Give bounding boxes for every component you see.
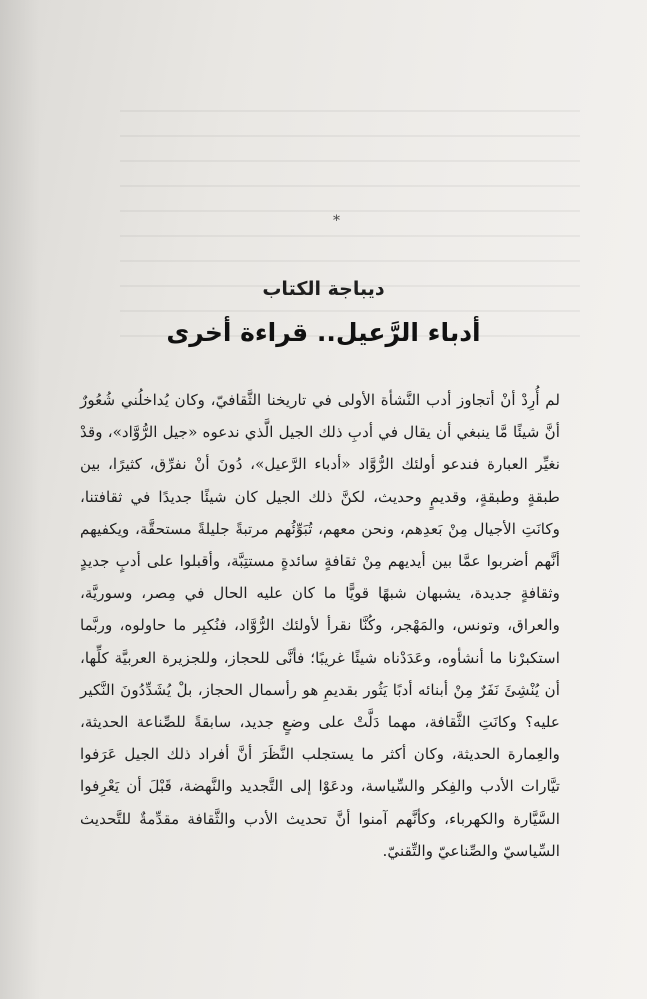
ornament-star-icon: * [333, 213, 340, 229]
chapter-title: أدباء الرَّعيل.. قراءة أخرى [166, 318, 481, 347]
section-label: ديباجة الكتاب [262, 278, 385, 300]
page-gutter-shadow [0, 0, 40, 999]
body-paragraph: لم أُرِدْ أنْ أتجاوز أدب النَّشأة الأولى في تاريخنا الثَّقافيّ، وكان يُداخلُني شُعُورٌ أنَّ شيئًا مَّا ينبغي أن يقال في أدبِ ذلك الجيل الَّذي ندعوه «جيل الرُّوَّاد»، وقدْ نغيِّر العبارة فندعو أولئك الرُّوَّاد «أدباء الرَّعيل»، دُونَ أنْ نفرِّق، كثيرًا، بين طبقةٍ وطبقةٍ، وقديمٍ وحديث، لكنَّ ذلك الجيل كان شيئًا جديدًا في ثقافتنا، وكانَتِ الأجيال مِنْ بَعدِهم، ونحن معهم، تُبَوِّئُهم مرتبةً جليلةً مستحقَّة، ويكفيهم أنَّهم أضربوا عمَّا بين أيديهم مِنْ ثقافةٍ سائدةٍ مستتِبَّة، وأقبلوا على أدبٍ جديدٍ وثقافةٍ جديدة، يشبهان شبهًا قويًّا ما كان عليه الحال في مِصر، وسوريَّة، والعراق، وتونس، والمَهْجر، وكُنَّا نقرأ لأولئك الرُّوَّاد، فنُكبِر ما حاولوه، وربَّما استكبرْنا ما أنشأوه، وعَدَدْناه شيئًا غريبًا؛ فأنَّى للحجاز، وللجزيرة العربيَّة كلِّها، أن يُنْشِئَ نَفَرٌ مِنْ أبنائه أدبًا يَثُور بقديمِ هو رأسمال الحجاز، بلْ يُشَدِّدُونَ النَّكير عليه؟ وكانَتِ الثَّقافة، مهما دَلَّتْ على وضعٍ جديد، سابقةً للصِّناعة الحديثة، والعِمارة الحديثة، وكان أكثر ما يستجلب النَّظَرَ أنَّ أفراد ذلك الجيل عَرَفوا تيَّارات الأدب والفِكر والسِّياسة، ودعَوْا إلى التَّجديد والنَّهضة، قَبْلَ أن يَعْرِفوا السَّيَّارة والكهرباء، وكأنَّهم آمنوا أنَّ تحديث الأدب والثَّقافة مقدِّمةٌ للتَّحديث السِّياسيّ والصِّناعيّ والتِّقنيّ. [80, 391, 560, 860]
